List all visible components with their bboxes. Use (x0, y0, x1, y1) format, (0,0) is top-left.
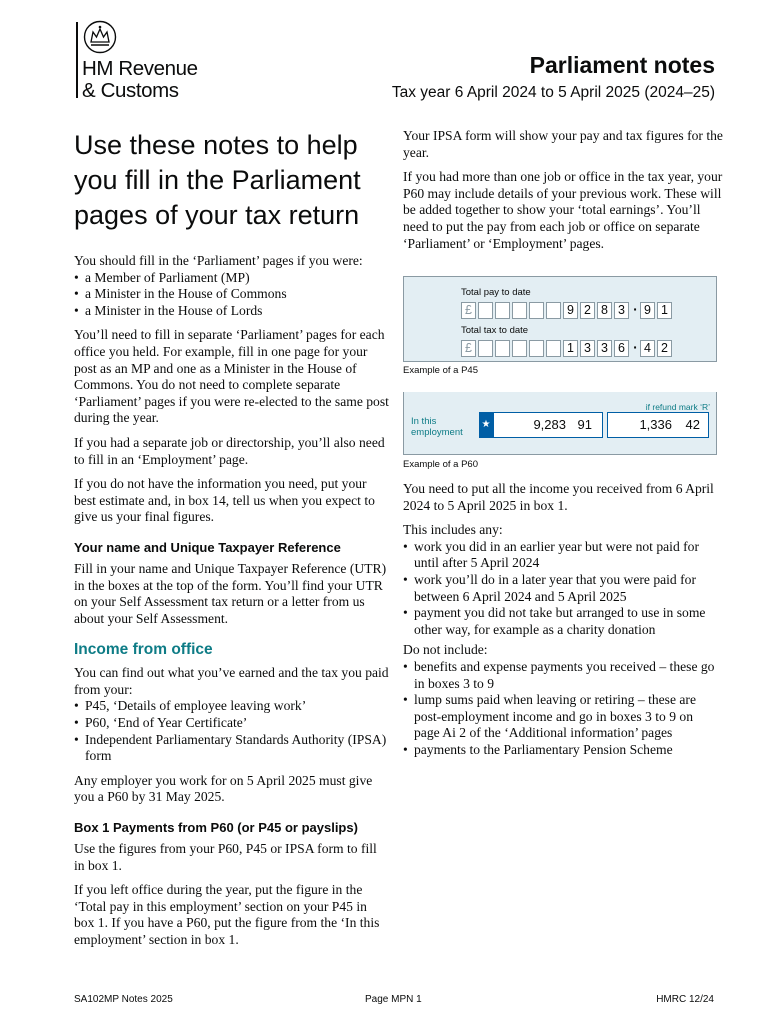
ipsa-text: Your IPSA form will show your pay and tax figures for the year. (403, 128, 723, 160)
digit-cell: 2 (657, 340, 672, 357)
list-item: • P60, ‘End of Year Certificate’ (74, 715, 389, 732)
pay-box (493, 412, 603, 438)
utr-text: Fill in your name and Unique Taxpayer Reference (UTR) in the boxes at the top of the form. You’ll find your UTR on your Self Assessment tax return or a letter from us about your Self Assessment. (74, 560, 387, 626)
total-tax-label: Total tax to date (461, 325, 529, 336)
left-column (74, 128, 389, 957)
multiple-jobs-text: If you had more than one job or office in the tax year, your P60 may include details of your previous work. These will be added together to show your ‘total earnings’. You’ll need to put the pay from each job or office on separate ‘Parliament’ or ‘Employment’ pages. (403, 169, 723, 251)
intro-bullet-list (74, 270, 389, 320)
digit-cell (478, 302, 493, 319)
list-item: • a Member of Parliament (MP) (74, 270, 389, 287)
includes-intro: This includes any: (403, 522, 503, 538)
pay-pence: 91 (577, 417, 592, 432)
list-item: • Independent Parliamentary Standards Authority (IPSA) form (74, 732, 389, 765)
intro-text: You should fill in the ‘Parliament’ pages if you were: (74, 253, 363, 268)
right-column (403, 128, 723, 260)
logo-bar (76, 22, 78, 98)
digit-cell (546, 340, 561, 357)
refund-label: if refund mark ‘R’ (645, 402, 710, 412)
box1-heading: Box 1 Payments from P60 (or P45 or payslips) (74, 820, 358, 836)
decimal-point: · (633, 339, 638, 355)
tax-pounds: 1,336 (639, 417, 672, 432)
box1-text-2: If you left office during the year, put the figure in the ‘Total pay in this employment’ section on your P45 in box 1. If you have a P60, put the figure from the ‘In this employment’ section in box 1. (74, 882, 380, 947)
list-item: • payment you did not take but arranged to use in some other way, for example as a charity donation (403, 605, 718, 638)
digit-cell: 3 (580, 340, 595, 357)
digit-cell: 1 (563, 340, 578, 357)
employment-page-text: If you had a separate job or directorship, you’ll also need to fill in an ‘Employment’ page. (74, 434, 385, 467)
employment-label: In this employment (411, 416, 463, 438)
form-reference: SA102MP Notes 2025 (74, 994, 173, 1005)
digit-cell: 4 (640, 340, 655, 357)
income-text: You can find out what you’ve earned and the tax you paid from your: (74, 665, 389, 697)
list-item: • lump sums paid when leaving or retiring – these are post-employment income and go in boxes 3 to 9 on page Ai 2 of the ‘Additional information’ pages (403, 692, 718, 742)
p45-example (403, 276, 717, 362)
currency-cell: £ (461, 340, 476, 357)
digit-cell: 8 (597, 302, 612, 319)
list-item: • payments to the Parliamentary Pension Scheme (403, 742, 718, 759)
digit-cell: 9 (563, 302, 578, 319)
includes-bullet-list (403, 539, 718, 639)
digit-cell: 2 (580, 302, 595, 319)
digit-cell: 3 (614, 302, 629, 319)
digit-cell (546, 302, 561, 319)
list-item: • a Minister in the House of Lords (74, 303, 389, 320)
crown-icon (82, 20, 118, 54)
logo-name-line2: & Customs (82, 79, 179, 102)
income-bullet-list (74, 698, 389, 764)
estimate-text: If you do not have the information you need, put your best estimate and, in box 14, tell us when you expect to give us your final figures. (74, 476, 375, 525)
logo-name-line1: HM Revenue (82, 57, 198, 80)
digit-cell: 6 (614, 340, 629, 357)
utr-heading: Your name and Unique Taxpayer Reference (74, 539, 341, 555)
digit-cell (529, 302, 544, 319)
form-version: HMRC 12/24 (656, 994, 714, 1005)
list-item: • a Minister in the House of Commons (74, 286, 389, 303)
document-subtitle: Tax year 6 April 2024 to 5 April 2025 (2024–25) (391, 84, 715, 101)
digit-cell (495, 340, 510, 357)
document-title: Parliament notes (529, 52, 715, 78)
exclude-bullet-list (403, 659, 718, 759)
list-item: • P45, ‘Details of employee leaving work’ (74, 698, 389, 715)
page-number: Page MPN 1 (365, 994, 422, 1005)
digit-cell: 3 (597, 340, 612, 357)
digit-cell (512, 302, 527, 319)
tax-pence: 42 (685, 417, 700, 432)
exclude-intro: Do not include: (403, 642, 488, 658)
digit-cell (512, 340, 527, 357)
digit-cell (478, 340, 493, 357)
logo-name (82, 58, 198, 102)
pay-pounds: 9,283 (533, 417, 566, 432)
star-icon: ★ (479, 412, 493, 438)
total-tax-boxes (461, 340, 674, 357)
employer-p60-text: Any employer you work for on 5 April 2025 must give you a P60 by 31 May 2025. (74, 772, 373, 805)
p60-caption: Example of a P60 (403, 459, 478, 470)
total-pay-boxes (461, 302, 674, 319)
list-item: • work you did in an earlier year but were not paid for until after 5 April 2024 (403, 539, 718, 572)
total-pay-label: Total pay to date (461, 287, 531, 298)
right-column-lower (403, 481, 718, 759)
p45-caption: Example of a P45 (403, 365, 478, 376)
digit-cell: 9 (640, 302, 655, 319)
hmrc-logo (72, 20, 222, 100)
page-heading: Use these notes to help you fill in the Parliament pages of your tax return (74, 130, 361, 230)
box1-text-1: Use the figures from your P60, P45 or IPSA form to fill in box 1. (74, 841, 377, 873)
digit-cell: 1 (657, 302, 672, 319)
income-heading: Income from office (74, 641, 213, 659)
digit-cell (495, 302, 510, 319)
digit-cell (529, 340, 544, 357)
income-box1-text: You need to put all the income you received from 6 April 2024 to 5 April 2025 in box 1. (403, 481, 714, 513)
decimal-point: · (633, 301, 638, 317)
list-item: • work you’ll do in a later year that you were paid for between 6 April 2024 and 5 April 2025 (403, 572, 718, 605)
list-item: • benefits and expense payments you received – these go in boxes 3 to 9 (403, 659, 718, 692)
currency-cell: £ (461, 302, 476, 319)
p60-example (403, 392, 717, 455)
separate-pages-text: You’ll need to fill in separate ‘Parliament’ pages for each office you held. For example, fill in one page for your post as an MP and one as a Minister in the House of Commons. You do not need to complete separate ‘Parliament’ pages if you were re-elected to the same post during the year. (74, 327, 389, 426)
tax-box (607, 412, 709, 438)
